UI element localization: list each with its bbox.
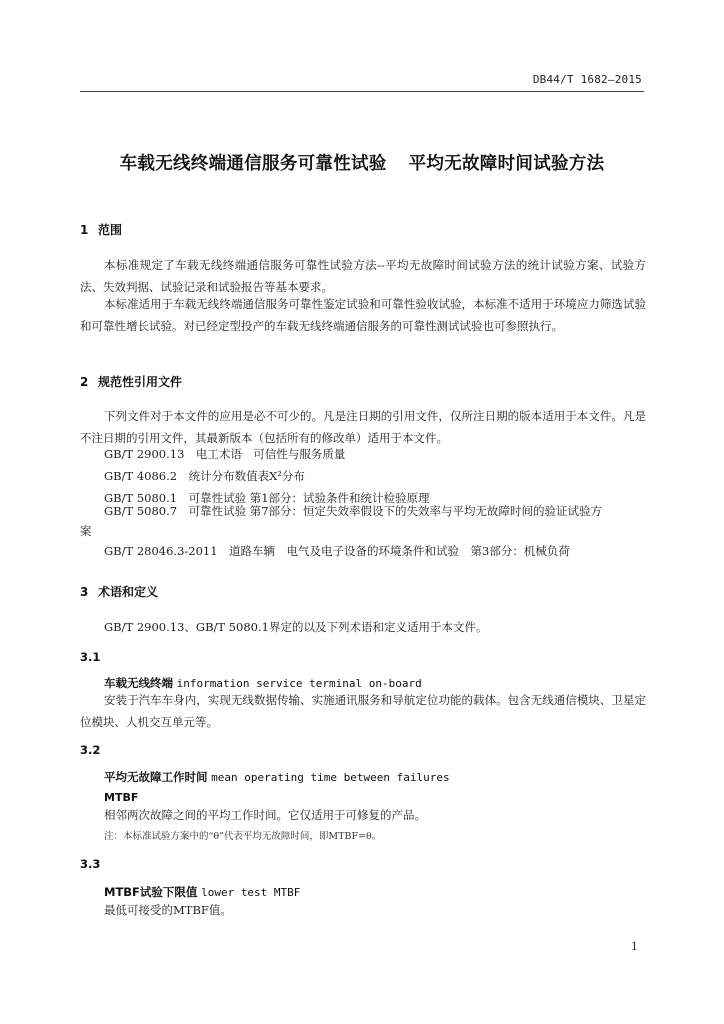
section-title: 术语和定义: [98, 585, 159, 599]
term-definition: 安装于汽车车身内，实现无线数据传输、实施通讯服务和导航定位功能的载体。包含无线通信模块、卫星定位模块、人机交互单元等。: [80, 693, 646, 729]
section-number: 2: [80, 375, 89, 389]
section-number: 3: [80, 585, 89, 599]
document-title: [0, 150, 724, 175]
reference-item: GB/T 28046.3-2011 道路车辆 电气及电子设备的环境条件和试验 第3部分：机械负荷: [104, 544, 570, 558]
term-heading: [104, 884, 300, 900]
term-definition: 最低可接受的MTBF值。: [104, 903, 232, 917]
title-part-1: 车载无线终端通信服务可靠性试验: [119, 154, 387, 174]
term-zh: MTBF试验下限值: [104, 885, 198, 899]
term-heading: [104, 769, 450, 785]
header-rule: [80, 91, 644, 92]
term-note: 注：本标准试验方案中的“θ”代表平均无故障时间，即MTBF=θ。: [104, 831, 382, 842]
title-part-2: 平均无故障时间试验方法: [408, 154, 605, 174]
term-number: 3.1: [80, 650, 101, 664]
term-number: 3.3: [80, 857, 101, 871]
standard-code: DB44/T 1682—2015: [532, 73, 642, 86]
term-number: 3.2: [80, 743, 101, 757]
section-title: 规范性引用文件: [98, 375, 183, 389]
paragraph: GB/T 2900.13、GB/T 5080.1界定的以及下列术语和定义适用于本文件。: [104, 620, 488, 634]
reference-item: GB/T 5080.7 可靠性试验 第7部分：恒定失效率假设下的失效率与平均无故障时间的验证试验方: [104, 504, 603, 518]
paragraph: 下列文件对于本文件的应用是必不可少的。凡是注日期的引用文件，仅所注日期的版本适用于本文件。凡是不注日期的引用文件，其最新版本（包括所有的修改单）适用于本文件。: [80, 409, 646, 445]
section-heading-terms: [80, 583, 158, 600]
reference-item-continuation: 案: [80, 524, 92, 538]
term-en: mean operating time between failures: [211, 771, 450, 784]
term-abbreviation: MTBF: [104, 791, 139, 804]
section-title: 范围: [98, 223, 123, 237]
reference-item: GB/T 4086.2 统计分布数值表X²分布: [104, 469, 305, 483]
term-en: information service terminal on-board: [176, 677, 422, 690]
term-zh: 车载无线终端: [104, 676, 173, 690]
reference-item: GB/T 5080.1 可靠性试验 第1部分：试验条件和统计检验原理: [104, 491, 430, 505]
term-definition: 相邻两次故障之间的平均工作时间。它仅适用于可修复的产品。: [104, 808, 426, 822]
term-zh: 平均无故障工作时间: [104, 770, 208, 784]
paragraph: 本标准适用于车载无线终端通信服务可靠性鉴定试验和可靠性验收试验，本标准不适用于环境应力筛选试验和可靠性增长试验。对已经定型投产的车载无线终端通信服务的可靠性测试试验也可参照执行。: [80, 297, 646, 333]
section-number: 1: [80, 223, 89, 237]
reference-item: GB/T 2900.13 电工术语 可信性与服务质量: [104, 447, 346, 461]
term-en: lower test MTBF: [201, 886, 301, 899]
paragraph: 本标准规定了车载无线终端通信服务可靠性试验方法--平均无故障时间试验方法的统计试验方案、试验方法、失效判据、试验记录和试验报告等基本要求。: [80, 258, 646, 294]
page-number: 1: [631, 940, 638, 953]
section-heading-normative-references: [80, 373, 182, 390]
section-heading-scope: [80, 221, 122, 238]
